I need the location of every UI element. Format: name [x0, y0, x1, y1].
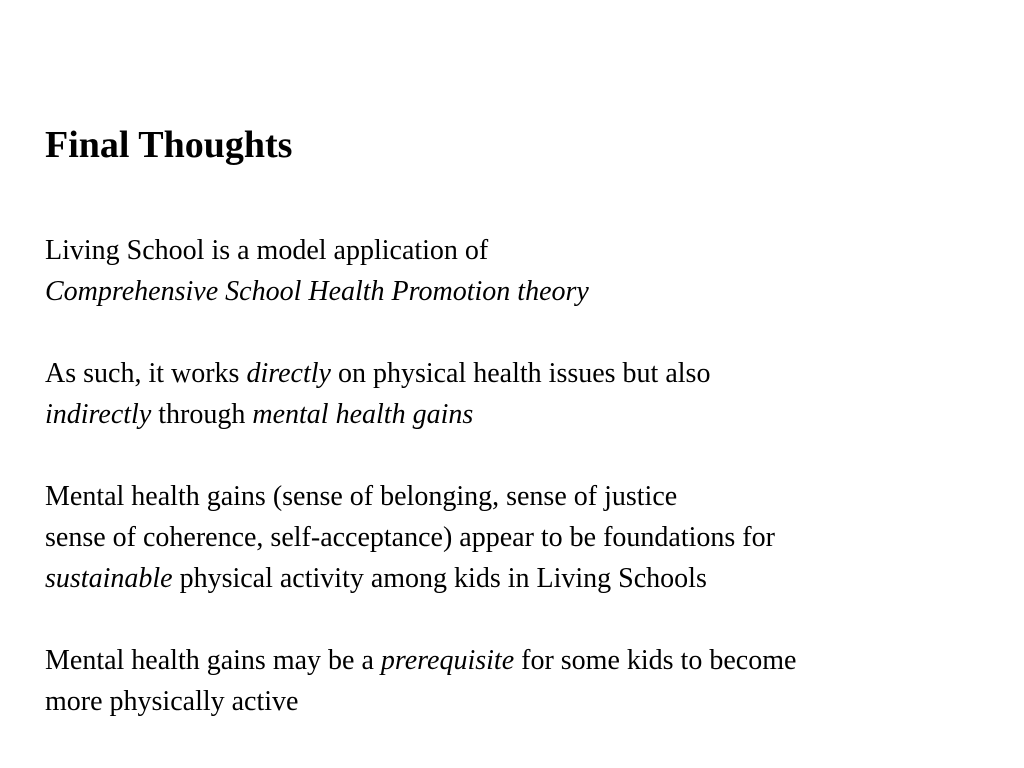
text-run: on physical health issues but also [330, 358, 711, 389]
text-run: for some kids to become [514, 645, 797, 676]
text-line [45, 558, 1005, 599]
text-run: through [151, 399, 253, 430]
italic-phrase: directly [246, 358, 331, 389]
text-line: more physically active [45, 686, 299, 717]
text-run: physical activity among kids in Living Schools [172, 563, 707, 594]
italic-phrase: prerequisite [380, 645, 515, 676]
text-line [45, 353, 1005, 394]
paragraph-mental-health-foundations [45, 476, 1005, 599]
italic-phrase: indirectly [45, 399, 152, 430]
paragraph-direct-indirect [45, 353, 1005, 435]
text-line [45, 640, 1005, 681]
paragraph-prerequisite [45, 640, 1005, 722]
text-run: As such, it works [45, 358, 247, 389]
text-line [45, 271, 1005, 312]
italic-phrase: mental health gains [252, 399, 474, 430]
text-run: Mental health gains may be a [45, 645, 381, 676]
slide-title: Final Thoughts [45, 124, 293, 166]
italic-phrase: sustainable [45, 563, 173, 594]
text-line: Mental health gains (sense of belonging, sense of justice [45, 481, 678, 512]
paragraph-model-application [45, 230, 1005, 312]
italic-phrase: Comprehensive School Health Promotion theory [45, 276, 589, 307]
text-line: sense of coherence, self-acceptance) appear to be foundations for [45, 522, 775, 553]
text-line: Living School is a model application of [45, 235, 489, 266]
slide-body [45, 230, 1005, 722]
text-line [45, 394, 1005, 435]
slide [45, 122, 1005, 722]
